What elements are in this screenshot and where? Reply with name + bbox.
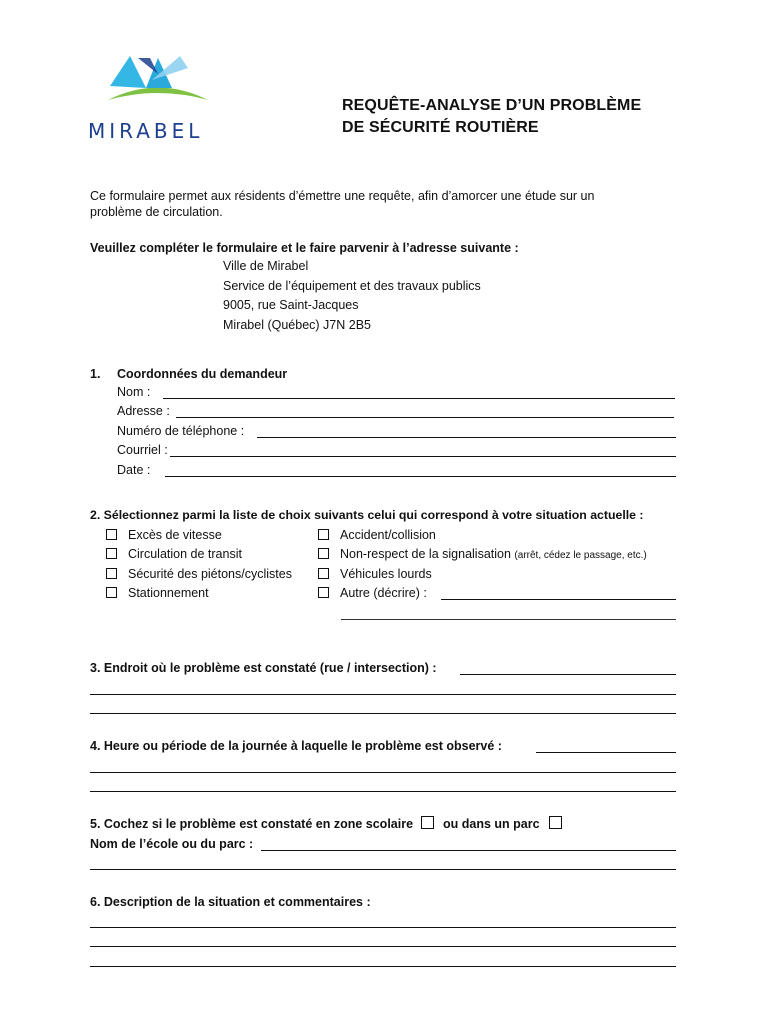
description-line[interactable] [90,946,676,947]
section5-question [90,816,562,832]
location-line[interactable] [460,674,676,675]
school-name-line[interactable] [90,869,676,870]
school-name-label: Nom de l’école ou du parc : [90,837,254,851]
description-line[interactable] [90,927,676,928]
intro-line-2: problème de circulation. [90,205,223,220]
location-line[interactable] [90,713,676,714]
section2-title: 2. Sélectionnez parmi la liste de choix suivants celui qui correspond à votre situation actuelle : [90,508,644,522]
checkbox[interactable] [318,548,329,559]
address-line: 9005, rue Saint-Jacques [223,298,359,312]
email-label: Courriel : [117,443,168,457]
mirabel-logo [88,50,223,142]
title-line-2: DE SÉCURITÉ ROUTIÈRE [342,118,539,136]
option-pedestrian-safety[interactable]: Sécurité des piétons/cyclistes [106,566,292,582]
phone-label: Numéro de téléphone : [117,424,245,438]
location-line[interactable] [90,694,676,695]
email-field[interactable] [117,442,168,458]
checkbox[interactable] [106,587,117,598]
school-zone-checkbox[interactable] [421,816,434,829]
email-line[interactable] [170,456,676,457]
address-line: Ville de Mirabel [223,259,309,273]
address-line-input[interactable] [176,417,674,418]
address-field[interactable] [117,403,170,419]
option-parking[interactable]: Stationnement [106,585,209,601]
section6-title: 6. Description de la situation et commentaires : [90,895,371,909]
logo-icon [88,50,223,120]
instructions: Veuillez compléter le formulaire et le faire parvenir à l’adresse suivante : [90,241,519,255]
name-line[interactable] [163,398,675,399]
date-field[interactable] [117,462,150,478]
option-other[interactable]: Autre (décrire) : [318,585,427,601]
phone-line[interactable] [257,437,676,438]
checkbox[interactable] [318,568,329,579]
title-line-1: REQUÊTE-ANALYSE D’UN PROBLÈME [342,97,642,114]
park-checkbox[interactable] [549,816,562,829]
other-line-2[interactable] [341,619,676,620]
intro-line-1: Ce formulaire permet aux résidents d’émettre une requête, afin d’amorcer une étude sur un [90,189,595,203]
option-transit[interactable]: Circulation de transit [106,546,242,562]
page-title [342,95,641,138]
option-accident[interactable]: Accident/collision [318,527,436,543]
checkbox[interactable] [106,548,117,559]
address-line: Service de l’équipement et des travaux publics [223,278,481,293]
address-line: Mirabel (Québec) J7N 2B5 [223,317,371,332]
checkbox[interactable] [318,587,329,598]
checkbox[interactable] [106,529,117,540]
park-label: ou dans un parc [443,817,540,831]
section1-title: Coordonnées du demandeur [117,367,288,381]
date-label: Date : [117,463,151,477]
school-name-line[interactable] [261,850,676,851]
phone-field[interactable] [117,423,244,439]
description-line[interactable] [90,966,676,967]
option-heavy-vehicles[interactable]: Véhicules lourds [318,566,432,582]
time-line[interactable] [90,791,676,792]
section5-title: 5. Cochez si le problème est constaté en zone scolaire [90,817,414,831]
signage-note: (arrêt, cédez le passage, etc.) [514,550,647,561]
time-line[interactable] [90,772,676,773]
other-line[interactable] [441,599,676,600]
mailing-address [223,257,481,335]
name-label: Nom : [117,385,151,399]
logo-text: MIRABEL [88,119,204,143]
section4-title: 4. Heure ou période de la journée à laquelle le problème est observé : [90,739,502,753]
date-line[interactable] [165,476,676,477]
section3-title: 3. Endroit où le problème est constaté (rue / intersection) : [90,661,437,675]
checkbox[interactable] [318,529,329,540]
name-field[interactable] [117,384,150,400]
option-signage[interactable]: Non-respect de la signalisation (arrêt, cédez le passage, etc.) [318,546,647,562]
time-line[interactable] [536,752,676,753]
address-label: Adresse : [117,404,170,418]
section1-number: 1. [90,367,101,381]
intro-paragraph [90,188,690,221]
checkbox[interactable] [106,568,117,579]
option-speeding[interactable]: Excès de vitesse [106,527,222,543]
